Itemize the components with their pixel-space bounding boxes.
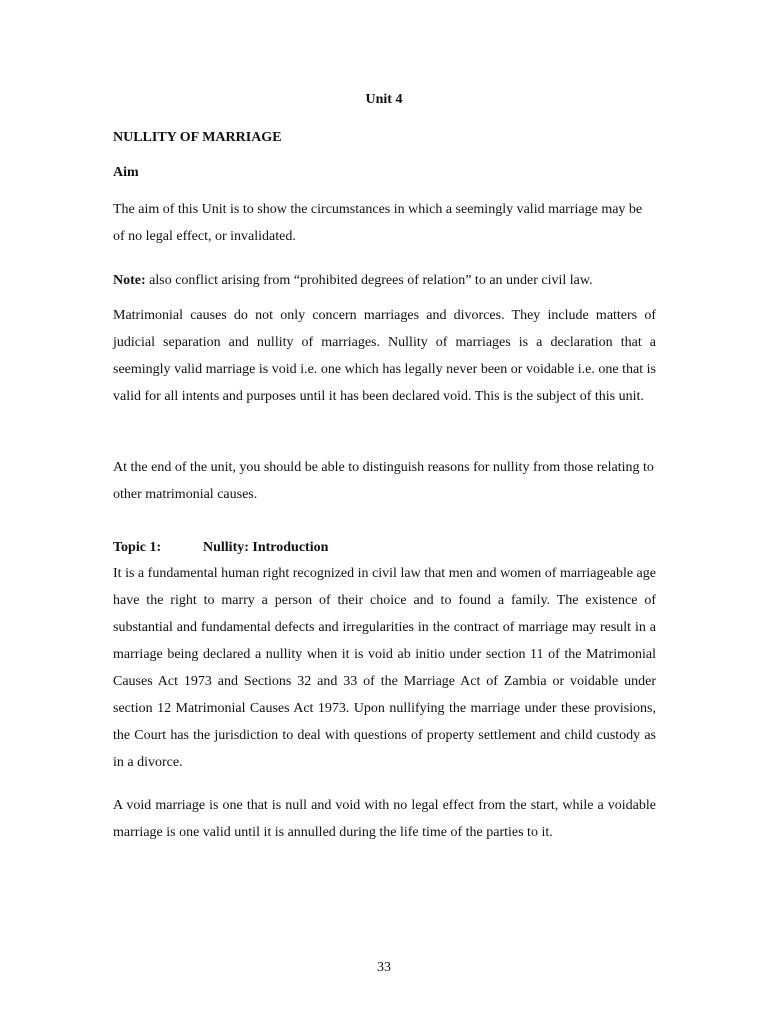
void-marriage-paragraph: A void marriage is one that is null and void with no legal effect from the start, while a voidable marriage is one valid until it is annulled during the life time of the parties to it. [113, 798, 656, 840]
matrimonial-paragraph: Matrimonial causes do not only concern marriages and divorces. They include matters of judicial separation and nullity of marriages. Nullity of marriages is a declaration that a seemingly valid marriage is void i.e. one which has legally never been or voidable i.e. one that is valid for all intents and purposes until it has been declared void. This is the subject of this unit. [113, 308, 656, 404]
page-number: 33 [377, 960, 391, 975]
note-paragraph [113, 267, 656, 294]
aim-heading: Aim [113, 165, 139, 180]
note-label: Note: [113, 273, 146, 288]
topic-title: Nullity: Introduction [203, 540, 329, 555]
topic-heading [113, 540, 328, 556]
topic1-paragraph: It is a fundamental human right recognized in civil law that men and women of marriageable age have the right to marry a person of their choice and to found a family. The existence of substantial and fundamental defects and irregularities in the contract of marriage may result in a marriage being declared a nullity when it is void ab initio under section 11 of the Matrimonial Causes Act 1973 and Sections 32 and 33 of the Marriage Act of Zambia or voidable under section 12 Matrimonial Causes Act 1973. Upon nullifying the marriage under these provisions, the Court has the jurisdiction to deal with questions of property settlement and child custody as in a divorce. [113, 566, 656, 770]
unit-title: Unit 4 [365, 92, 403, 107]
topic-label: Topic 1: [113, 540, 162, 555]
note-text: also conflict arising from “prohibited degrees of relation” to an under civil law. [145, 273, 593, 288]
section-title: NULLITY OF MARRIAGE [113, 130, 282, 145]
end-of-unit-paragraph: At the end of the unit, you should be able to distinguish reasons for nullity from those relating to other matrimonial causes. [113, 460, 654, 502]
aim-paragraph: The aim of this Unit is to show the circumstances in which a seemingly valid marriage may be of no legal effect, or invalidated. [113, 202, 643, 244]
